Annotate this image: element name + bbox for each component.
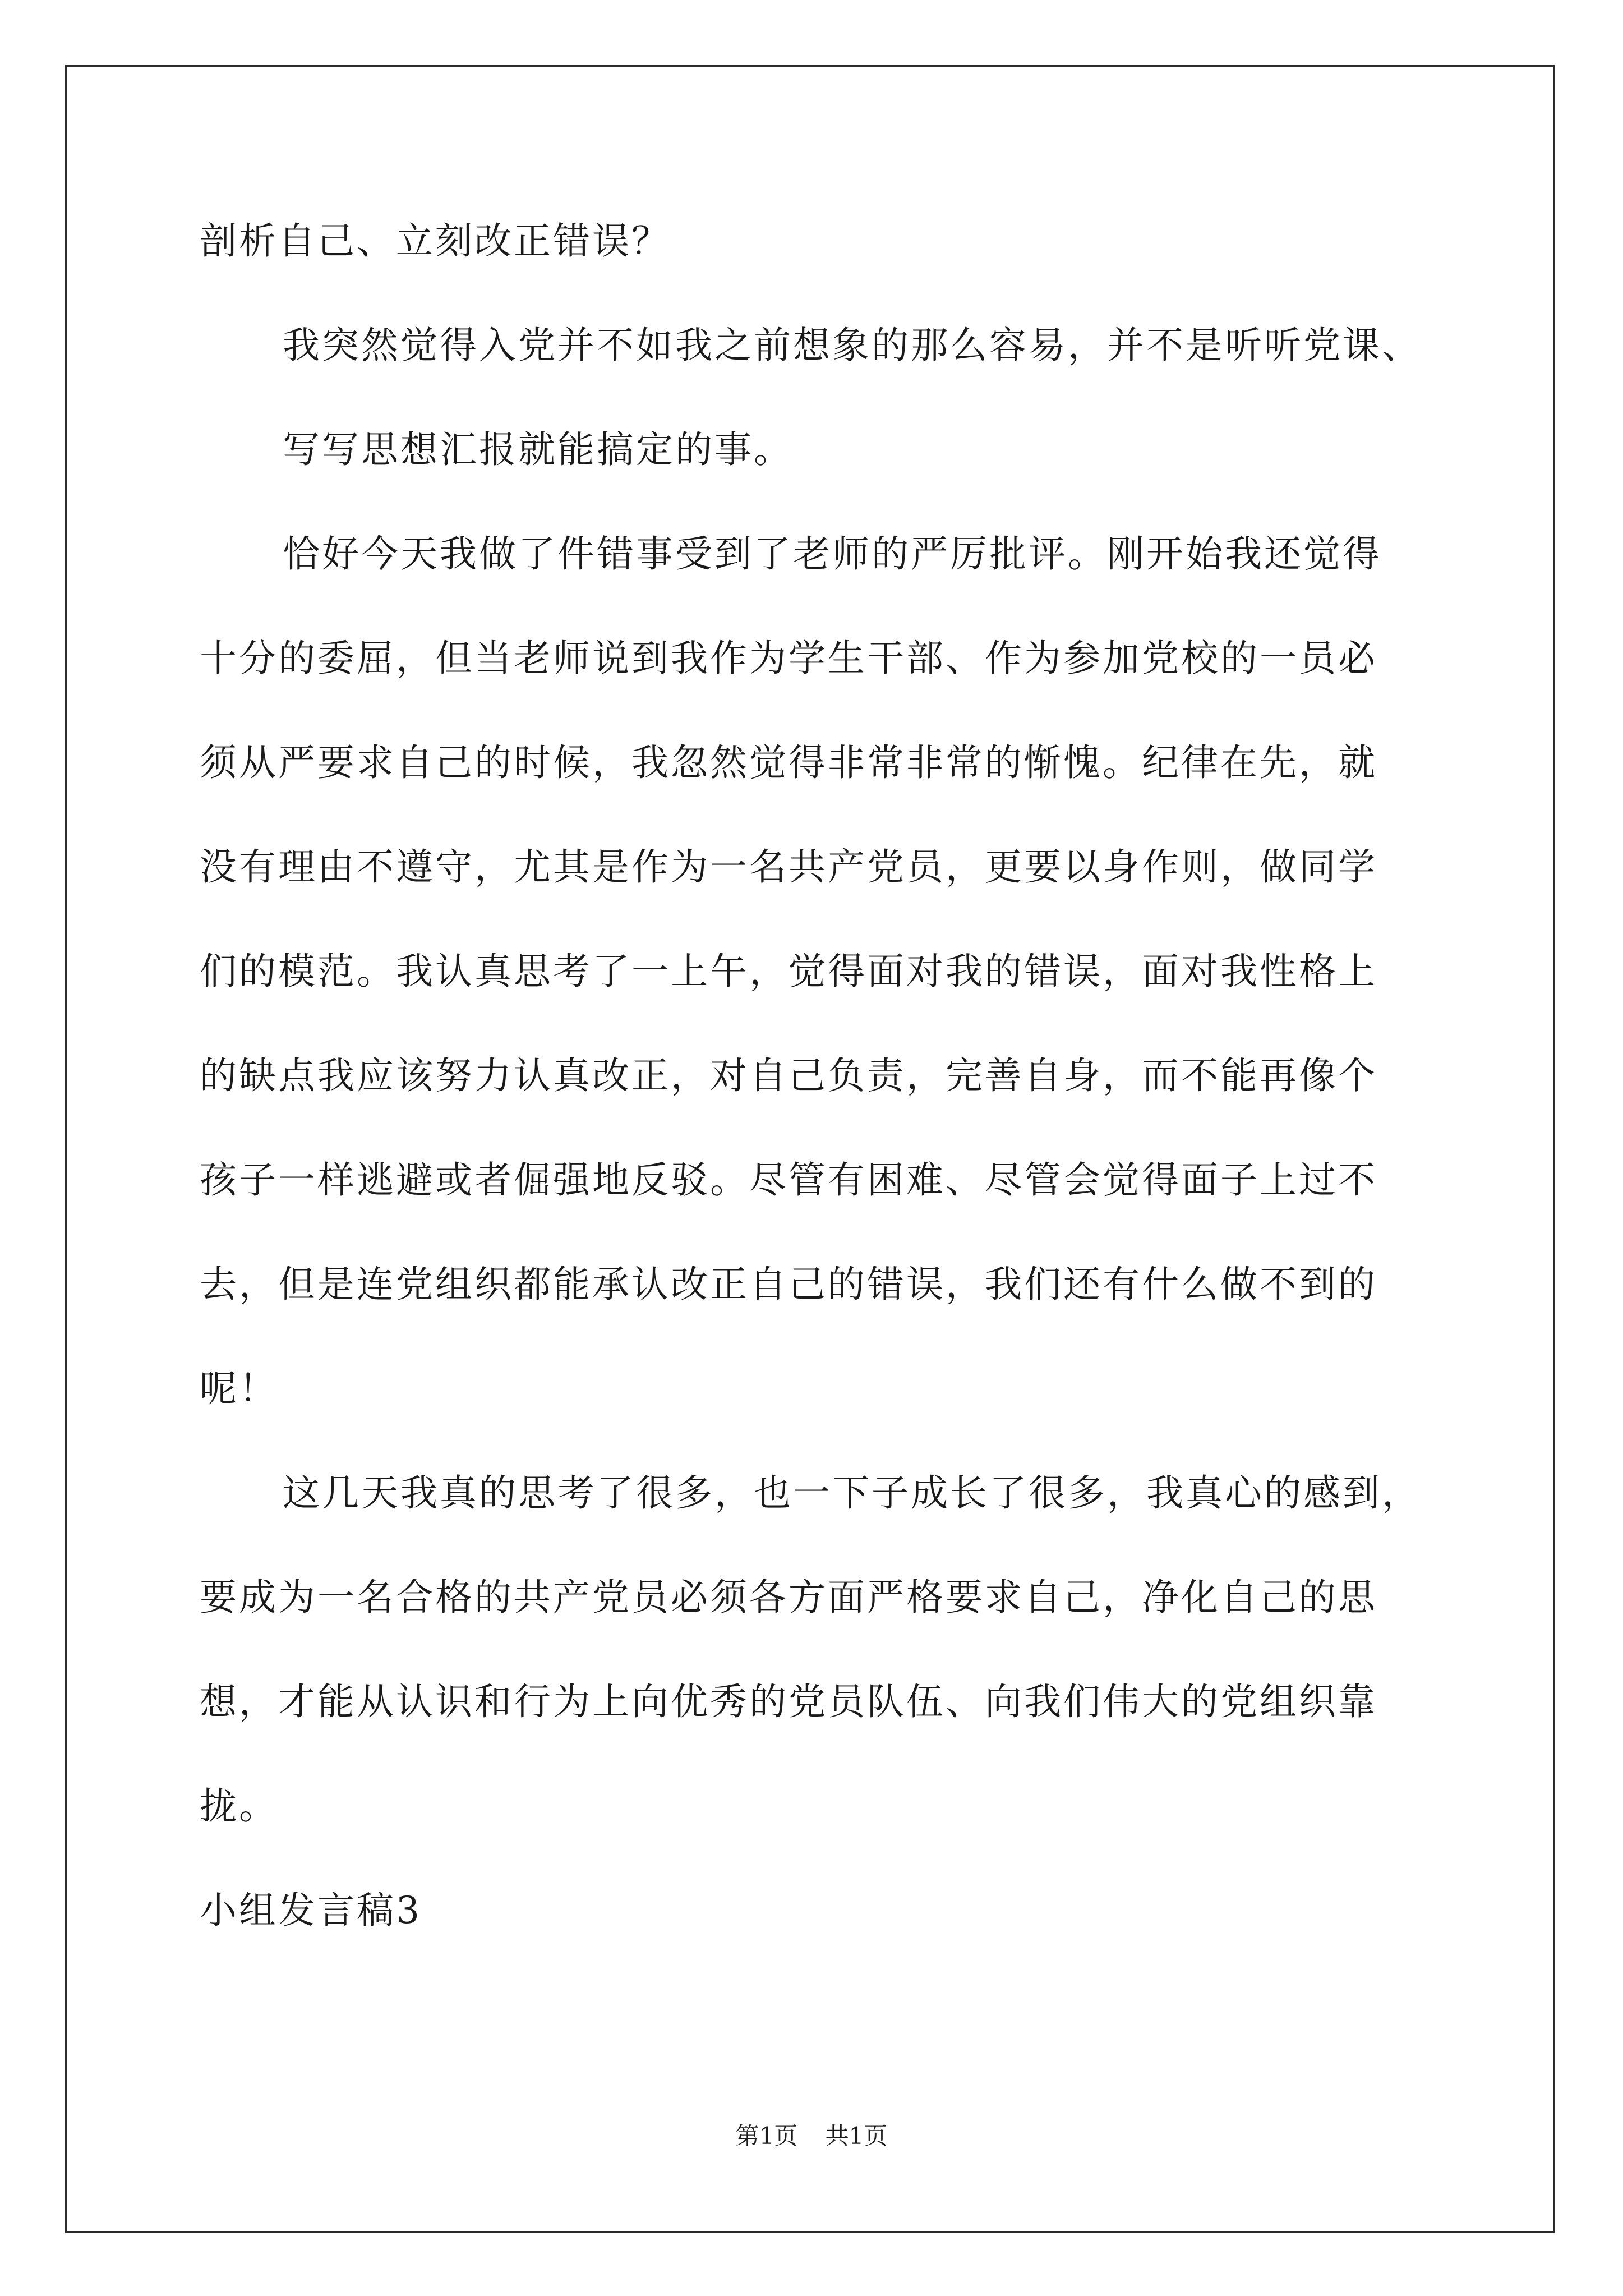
text-line-8: 们的模范。我认真思考了一上午，觉得面对我的错误，面对我性格上 [200, 950, 1377, 993]
text-line-5: 十分的委屈，但当老师说到我作为学生干部、作为参加党校的一员必 [200, 637, 1377, 680]
text-line-11: 去，但是连党组织都能承认改正自己的错误，我们还有什么做不到的 [200, 1263, 1377, 1306]
page-footer [0, 2120, 1623, 2152]
text-line-3: 写写思想汇报就能搞定的事。 [283, 428, 793, 471]
text-line-6: 须从严要求自己的时候，我忽然觉得非常非常的惭愧。纪律在先，就 [200, 741, 1377, 784]
text-line-7: 没有理由不遵守，尤其是作为一名共产党员，更要以身作则，做同学 [200, 845, 1377, 889]
section-heading: 小组发言稿3 [200, 1889, 422, 1932]
text-line-16: 拢。 [200, 1784, 278, 1828]
page-number-total: 共1页 [825, 2122, 888, 2150]
text-line-12: 呢！ [200, 1367, 278, 1410]
text-line-10: 孩子一样逃避或者倔强地反驳。尽管有困难、尽管会觉得面子上过不 [200, 1158, 1377, 1202]
text-line-4: 恰好今天我做了件错事受到了老师的严厉批评。刚开始我还觉得 [283, 532, 1382, 576]
page-number-current: 第1页 [735, 2122, 798, 2150]
text-line-15: 想，才能从认识和行为上向优秀的党员队伍、向我们伟大的党组织靠 [200, 1680, 1377, 1723]
text-line-13: 这几天我真的思考了很多，也一下子成长了很多，我真心的感到， [283, 1471, 1421, 1515]
text-line-1: 剖析自己、立刻改正错误？ [200, 219, 671, 263]
text-line-2: 我突然觉得入党并不如我之前想象的那么容易，并不是听听党课、 [283, 324, 1421, 367]
text-line-14: 要成为一名合格的共产党员必须各方面严格要求自己，净化自己的思 [200, 1576, 1377, 1619]
text-line-9: 的缺点我应该努力认真改正，对自己负责，完善自身，而不能再像个 [200, 1054, 1377, 1097]
